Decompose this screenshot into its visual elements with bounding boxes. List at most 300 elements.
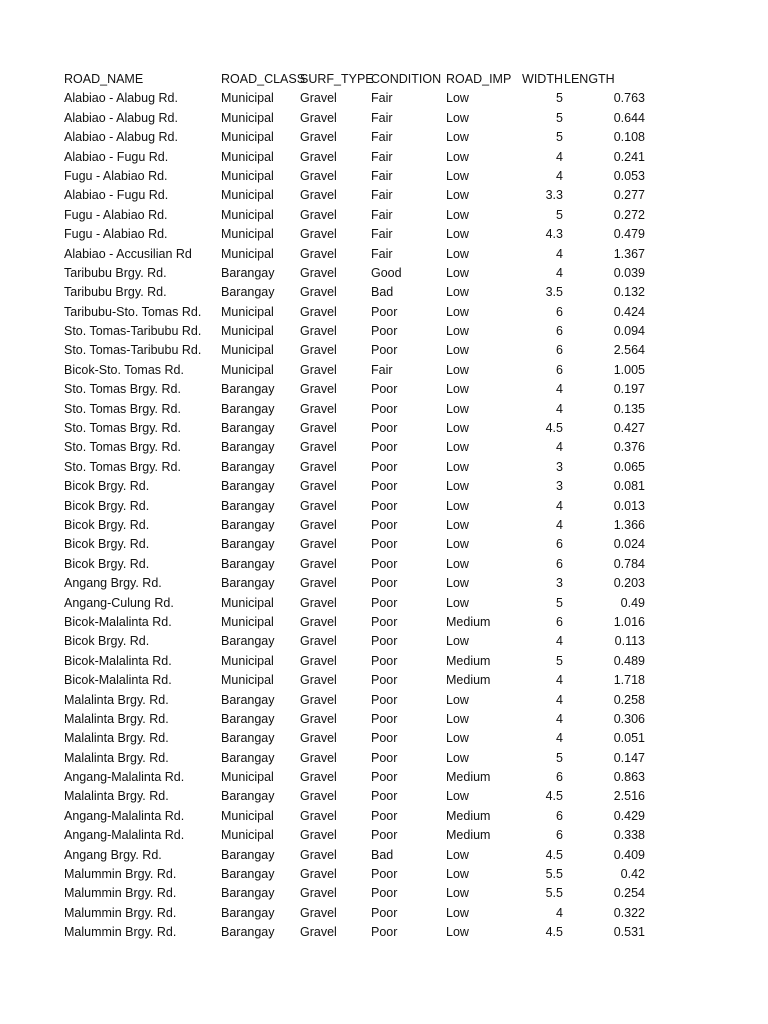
cell-condition: Poor: [371, 905, 398, 920]
cell-condition: Fair: [371, 188, 393, 203]
cell-condition: Poor: [371, 673, 398, 688]
cell-road-name: Bicok-Malalinta Rd.: [64, 614, 172, 629]
cell-surf-type: Gravel: [300, 110, 337, 125]
cell-road-class: Municipal: [221, 808, 274, 823]
cell-condition: Fair: [371, 246, 393, 261]
cell-length: 0.763: [613, 91, 645, 106]
cell-length: 0.024: [613, 537, 645, 552]
cell-road-imp: Medium: [446, 808, 491, 823]
cell-road-class: Municipal: [221, 188, 274, 203]
cell-road-imp: Low: [446, 905, 469, 920]
cell-length: 0.203: [613, 576, 645, 591]
cell-surf-type: Gravel: [300, 130, 337, 145]
cell-condition: Poor: [371, 537, 398, 552]
cell-road-name: Malalinta Brgy. Rd.: [64, 750, 169, 765]
cell-condition: Poor: [371, 692, 398, 707]
cell-road-imp: Low: [446, 343, 469, 358]
cell-road-imp: Low: [446, 595, 469, 610]
cell-road-imp: Low: [446, 440, 469, 455]
cell-road-name: Angang-Culung Rd.: [64, 595, 174, 610]
cell-road-imp: Low: [446, 401, 469, 416]
cell-length: 0.277: [613, 188, 645, 203]
cell-road-class: Municipal: [221, 770, 274, 785]
cell-condition: Poor: [371, 517, 398, 532]
cell-condition: Poor: [371, 614, 398, 629]
cell-road-imp: Low: [446, 188, 469, 203]
cell-length: 0.409: [613, 847, 645, 862]
table-row: [64, 89, 654, 108]
cell-width: 4: [556, 673, 563, 688]
cell-length: 0.197: [613, 382, 645, 397]
cell-width: 6: [556, 343, 563, 358]
cell-road-imp: Low: [446, 789, 469, 804]
cell-road-name: Alabiao - Accusilian Rd: [64, 246, 192, 261]
table-row: [64, 109, 654, 128]
cell-condition: Poor: [371, 770, 398, 785]
cell-condition: Poor: [371, 711, 398, 726]
cell-road-class: Municipal: [221, 227, 274, 242]
cell-surf-type: Gravel: [300, 905, 337, 920]
cell-length: 0.081: [613, 479, 645, 494]
cell-condition: Poor: [371, 440, 398, 455]
cell-surf-type: Gravel: [300, 867, 337, 882]
cell-width: 4: [556, 634, 563, 649]
table-row: [64, 186, 654, 205]
cell-road-class: Barangay: [221, 867, 275, 882]
cell-road-imp: Low: [446, 847, 469, 862]
cell-road-imp: Low: [446, 692, 469, 707]
cell-road-class: Municipal: [221, 343, 274, 358]
cell-length: 1.367: [613, 246, 645, 261]
cell-road-name: Angang Brgy. Rd.: [64, 576, 162, 591]
table-row: [64, 438, 654, 457]
cell-surf-type: Gravel: [300, 401, 337, 416]
cell-condition: Poor: [371, 886, 398, 901]
table-row: [64, 128, 654, 147]
cell-road-class: Municipal: [221, 595, 274, 610]
cell-road-name: Bicok-Sto. Tomas Rd.: [64, 362, 184, 377]
table-row: [64, 904, 654, 923]
header-road-name: ROAD_NAME: [64, 72, 144, 86]
cell-length: 0.147: [613, 750, 645, 765]
cell-road-name: Taribubu Brgy. Rd.: [64, 285, 167, 300]
cell-road-name: Sto. Tomas Brgy. Rd.: [64, 440, 181, 455]
cell-length: 0.424: [613, 304, 645, 319]
cell-road-imp: Low: [446, 731, 469, 746]
cell-road-class: Barangay: [221, 285, 275, 300]
cell-length: 0.479: [613, 227, 645, 242]
cell-condition: Poor: [371, 595, 398, 610]
cell-width: 6: [556, 324, 563, 339]
cell-road-class: Municipal: [221, 673, 274, 688]
cell-condition: Poor: [371, 867, 398, 882]
cell-road-imp: Low: [446, 576, 469, 591]
cell-surf-type: Gravel: [300, 614, 337, 629]
table-row: [64, 477, 654, 496]
cell-road-class: Municipal: [221, 207, 274, 222]
cell-road-name: Sto. Tomas Brgy. Rd.: [64, 421, 181, 436]
table-row: [64, 729, 654, 748]
cell-length: 0.429: [613, 808, 645, 823]
table-row: [64, 264, 654, 283]
cell-condition: Poor: [371, 498, 398, 513]
cell-length: 0.258: [613, 692, 645, 707]
cell-surf-type: Gravel: [300, 324, 337, 339]
cell-road-name: Malalinta Brgy. Rd.: [64, 711, 169, 726]
cell-surf-type: Gravel: [300, 149, 337, 164]
cell-road-class: Barangay: [221, 925, 275, 940]
table-row: [64, 632, 654, 651]
cell-road-imp: Medium: [446, 828, 491, 843]
table-row: [64, 458, 654, 477]
cell-length: 0.094: [613, 324, 645, 339]
cell-width: 4: [556, 692, 563, 707]
cell-road-class: Municipal: [221, 110, 274, 125]
cell-width: 5: [556, 91, 563, 106]
table-row: [64, 749, 654, 768]
cell-length: 0.039: [613, 265, 645, 280]
cell-surf-type: Gravel: [300, 498, 337, 513]
cell-surf-type: Gravel: [300, 595, 337, 610]
cell-road-class: Municipal: [221, 324, 274, 339]
cell-surf-type: Gravel: [300, 886, 337, 901]
cell-road-imp: Low: [446, 517, 469, 532]
cell-width: 4: [556, 246, 563, 261]
cell-road-class: Municipal: [221, 614, 274, 629]
cell-road-name: Angang-Malalinta Rd.: [64, 808, 185, 823]
cell-road-imp: Low: [446, 168, 469, 183]
table-body: [64, 89, 654, 942]
cell-road-name: Alabiao - Alabug Rd.: [64, 91, 178, 106]
cell-road-name: Malummin Brgy. Rd.: [64, 905, 177, 920]
cell-road-name: Sto. Tomas Brgy. Rd.: [64, 401, 181, 416]
table-row: [64, 497, 654, 516]
cell-length: 0.113: [614, 634, 645, 649]
cell-width: 3.5: [545, 285, 563, 300]
cell-road-class: Barangay: [221, 692, 275, 707]
table-row: [64, 206, 654, 225]
cell-road-imp: Low: [446, 91, 469, 106]
cell-surf-type: Gravel: [300, 188, 337, 203]
cell-condition: Poor: [371, 576, 398, 591]
table-row: [64, 283, 654, 302]
cell-road-imp: Low: [446, 459, 469, 474]
cell-road-name: Fugu - Alabiao Rd.: [64, 168, 168, 183]
cell-surf-type: Gravel: [300, 246, 337, 261]
table-row: [64, 846, 654, 865]
cell-length: 0.784: [613, 556, 645, 571]
cell-road-name: Taribubu Brgy. Rd.: [64, 265, 167, 280]
cell-surf-type: Gravel: [300, 304, 337, 319]
cell-width: 5.5: [545, 867, 563, 882]
cell-road-name: Sto. Tomas Brgy. Rd.: [64, 382, 181, 397]
cell-road-name: Malummin Brgy. Rd.: [64, 867, 177, 882]
cell-road-imp: Low: [446, 537, 469, 552]
cell-road-class: Barangay: [221, 731, 275, 746]
cell-road-class: Municipal: [221, 828, 274, 843]
cell-length: 0.306: [613, 711, 645, 726]
cell-road-name: Fugu - Alabiao Rd.: [64, 207, 168, 222]
cell-width: 3: [556, 576, 563, 591]
cell-condition: Poor: [371, 401, 398, 416]
table-row: [64, 555, 654, 574]
cell-road-class: Barangay: [221, 459, 275, 474]
header-condition: CONDITION: [371, 72, 442, 86]
table-row: [64, 594, 654, 613]
table-row: [64, 671, 654, 690]
cell-road-name: Bicok Brgy. Rd.: [64, 634, 150, 649]
cell-road-imp: Low: [446, 556, 469, 571]
cell-width: 4: [556, 440, 563, 455]
cell-condition: Poor: [371, 556, 398, 571]
cell-road-name: Bicok Brgy. Rd.: [64, 537, 150, 552]
cell-width: 6: [556, 556, 563, 571]
cell-length: 0.489: [613, 653, 645, 668]
cell-condition: Poor: [371, 731, 398, 746]
cell-surf-type: Gravel: [300, 91, 337, 106]
cell-condition: Bad: [371, 847, 394, 862]
cell-length: 0.132: [613, 285, 645, 300]
cell-road-class: Municipal: [221, 246, 274, 261]
cell-length: 2.516: [613, 789, 645, 804]
cell-road-class: Barangay: [221, 847, 275, 862]
cell-length: 0.272: [613, 207, 645, 222]
cell-road-class: Barangay: [221, 401, 275, 416]
cell-condition: Poor: [371, 343, 398, 358]
cell-width: 4: [556, 168, 563, 183]
cell-condition: Poor: [371, 828, 398, 843]
cell-condition: Fair: [371, 227, 393, 242]
cell-surf-type: Gravel: [300, 382, 337, 397]
cell-road-class: Municipal: [221, 91, 274, 106]
cell-road-class: Barangay: [221, 886, 275, 901]
header-road-imp: ROAD_IMP: [446, 72, 512, 86]
cell-width: 4.3: [545, 227, 563, 242]
cell-condition: Poor: [371, 421, 398, 436]
cell-road-imp: Low: [446, 421, 469, 436]
cell-road-class: Barangay: [221, 265, 275, 280]
table-row: [64, 380, 654, 399]
cell-width: 6: [556, 828, 563, 843]
cell-surf-type: Gravel: [300, 285, 337, 300]
table-row: [64, 419, 654, 438]
cell-surf-type: Gravel: [300, 731, 337, 746]
cell-length: 0.863: [613, 770, 645, 785]
cell-road-imp: Low: [446, 246, 469, 261]
cell-length: 0.065: [613, 459, 645, 474]
cell-road-class: Barangay: [221, 634, 275, 649]
cell-width: 4.5: [545, 847, 563, 862]
table-row: [64, 826, 654, 845]
cell-length: 1.005: [613, 362, 645, 377]
cell-condition: Bad: [371, 285, 394, 300]
table-row: [64, 148, 654, 167]
cell-width: 5.5: [545, 886, 563, 901]
cell-condition: Poor: [371, 653, 398, 668]
cell-width: 6: [556, 304, 563, 319]
cell-road-imp: Medium: [446, 653, 491, 668]
cell-surf-type: Gravel: [300, 556, 337, 571]
cell-length: 0.254: [613, 886, 645, 901]
header-width: WIDTH: [522, 72, 563, 86]
cell-length: 0.531: [613, 925, 645, 940]
cell-length: 0.42: [620, 867, 645, 882]
cell-length: 1.016: [613, 614, 645, 629]
cell-road-imp: Low: [446, 304, 469, 319]
table-row: [64, 574, 654, 593]
cell-width: 6: [556, 808, 563, 823]
cell-condition: Poor: [371, 789, 398, 804]
cell-road-class: Municipal: [221, 168, 274, 183]
cell-width: 4: [556, 149, 563, 164]
cell-width: 6: [556, 362, 563, 377]
cell-road-imp: Low: [446, 886, 469, 901]
cell-road-class: Barangay: [221, 576, 275, 591]
cell-road-class: Barangay: [221, 556, 275, 571]
table-row: [64, 167, 654, 186]
cell-surf-type: Gravel: [300, 711, 337, 726]
cell-condition: Poor: [371, 634, 398, 649]
cell-length: 0.051: [613, 731, 645, 746]
cell-road-class: Barangay: [221, 382, 275, 397]
cell-road-name: Sto. Tomas Brgy. Rd.: [64, 459, 181, 474]
cell-condition: Poor: [371, 304, 398, 319]
cell-condition: Fair: [371, 130, 393, 145]
cell-surf-type: Gravel: [300, 653, 337, 668]
cell-length: 0.108: [613, 130, 645, 145]
table-row: [64, 807, 654, 826]
cell-road-imp: Low: [446, 227, 469, 242]
cell-condition: Fair: [371, 362, 393, 377]
cell-surf-type: Gravel: [300, 343, 337, 358]
cell-road-name: Bicok Brgy. Rd.: [64, 517, 150, 532]
cell-surf-type: Gravel: [300, 789, 337, 804]
cell-road-name: Bicok Brgy. Rd.: [64, 479, 150, 494]
cell-road-name: Bicok Brgy. Rd.: [64, 498, 150, 513]
table-row: [64, 341, 654, 360]
cell-road-imp: Low: [446, 634, 469, 649]
cell-road-class: Municipal: [221, 130, 274, 145]
cell-road-name: Alabiao - Fugu Rd.: [64, 149, 169, 164]
cell-road-imp: Low: [446, 207, 469, 222]
header-surf-type: SURF_TYPE: [300, 72, 374, 86]
cell-road-imp: Low: [446, 867, 469, 882]
cell-surf-type: Gravel: [300, 421, 337, 436]
cell-road-name: Fugu - Alabiao Rd.: [64, 227, 168, 242]
table-row: [64, 245, 654, 264]
cell-road-name: Angang-Malalinta Rd.: [64, 828, 185, 843]
cell-width: 4.5: [545, 789, 563, 804]
cell-road-name: Angang-Malalinta Rd.: [64, 770, 185, 785]
cell-condition: Fair: [371, 168, 393, 183]
cell-road-imp: Low: [446, 265, 469, 280]
table-row: [64, 400, 654, 419]
cell-road-class: Barangay: [221, 517, 275, 532]
cell-road-imp: Low: [446, 479, 469, 494]
cell-road-class: Barangay: [221, 479, 275, 494]
table-row: [64, 322, 654, 341]
cell-surf-type: Gravel: [300, 479, 337, 494]
cell-road-imp: Low: [446, 362, 469, 377]
cell-length: 0.135: [613, 401, 645, 416]
cell-width: 6: [556, 537, 563, 552]
cell-road-class: Barangay: [221, 440, 275, 455]
cell-condition: Poor: [371, 382, 398, 397]
cell-width: 5: [556, 130, 563, 145]
cell-condition: Poor: [371, 925, 398, 940]
cell-condition: Poor: [371, 750, 398, 765]
cell-surf-type: Gravel: [300, 440, 337, 455]
cell-road-class: Barangay: [221, 711, 275, 726]
cell-width: 6: [556, 614, 563, 629]
cell-length: 0.053: [613, 168, 645, 183]
cell-road-name: Sto. Tomas-Taribubu Rd.: [64, 324, 202, 339]
cell-width: 5: [556, 110, 563, 125]
cell-surf-type: Gravel: [300, 634, 337, 649]
cell-road-name: Malummin Brgy. Rd.: [64, 886, 177, 901]
table-header-row: [64, 70, 654, 89]
cell-length: 2.564: [613, 343, 645, 358]
cell-width: 4: [556, 382, 563, 397]
cell-surf-type: Gravel: [300, 673, 337, 688]
cell-road-name: Bicok Brgy. Rd.: [64, 556, 150, 571]
table-row: [64, 303, 654, 322]
cell-surf-type: Gravel: [300, 265, 337, 280]
cell-condition: Fair: [371, 207, 393, 222]
cell-road-name: Alabiao - Alabug Rd.: [64, 110, 178, 125]
cell-road-imp: Low: [446, 110, 469, 125]
table-row: [64, 361, 654, 380]
cell-surf-type: Gravel: [300, 750, 337, 765]
cell-width: 4: [556, 517, 563, 532]
cell-surf-type: Gravel: [300, 770, 337, 785]
cell-condition: Fair: [371, 110, 393, 125]
cell-surf-type: Gravel: [300, 362, 337, 377]
cell-road-name: Angang Brgy. Rd.: [64, 847, 162, 862]
cell-road-name: Bicok-Malalinta Rd.: [64, 673, 172, 688]
cell-condition: Good: [371, 265, 402, 280]
cell-road-imp: Medium: [446, 614, 491, 629]
cell-road-class: Municipal: [221, 304, 274, 319]
table-row: [64, 884, 654, 903]
cell-condition: Poor: [371, 324, 398, 339]
cell-road-class: Municipal: [221, 653, 274, 668]
cell-surf-type: Gravel: [300, 517, 337, 532]
cell-condition: Poor: [371, 808, 398, 823]
cell-surf-type: Gravel: [300, 808, 337, 823]
cell-width: 5: [556, 207, 563, 222]
cell-road-imp: Medium: [446, 770, 491, 785]
cell-width: 3: [556, 459, 563, 474]
cell-width: 3.3: [545, 188, 563, 203]
table-row: [64, 787, 654, 806]
cell-road-imp: Low: [446, 498, 469, 513]
cell-width: 4: [556, 498, 563, 513]
cell-length: 0.241: [613, 149, 645, 164]
cell-road-imp: Low: [446, 925, 469, 940]
cell-road-name: Malalinta Brgy. Rd.: [64, 731, 169, 746]
table-row: [64, 691, 654, 710]
cell-road-class: Barangay: [221, 905, 275, 920]
cell-surf-type: Gravel: [300, 207, 337, 222]
cell-surf-type: Gravel: [300, 537, 337, 552]
cell-width: 4: [556, 265, 563, 280]
cell-length: 0.427: [613, 421, 645, 436]
table-row: [64, 768, 654, 787]
cell-width: 5: [556, 750, 563, 765]
cell-road-class: Barangay: [221, 498, 275, 513]
cell-road-imp: Low: [446, 324, 469, 339]
